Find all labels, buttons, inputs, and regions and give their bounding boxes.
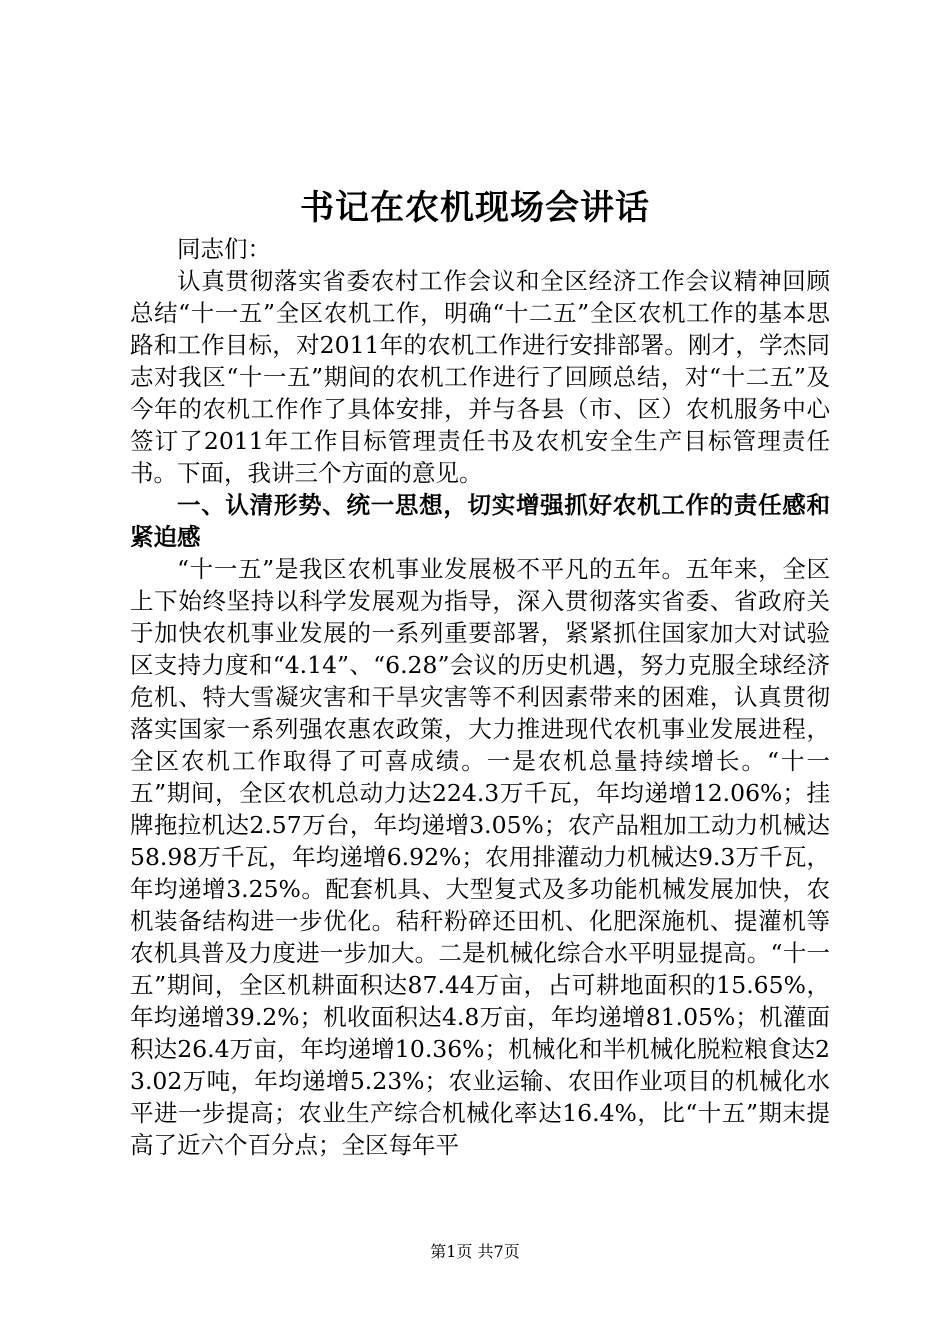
document-title: 书记在农机现场会讲话 bbox=[300, 188, 650, 228]
intro-paragraph: 认真贯彻落实省委农村工作会议和全区经济工作会议精神回顾总结“十一五”全区农机工作，明确“十二五”全区农机工作的基本思路和工作目标，对2011年的农机工作进行安排部署。刚才，学杰同志对我区“十一五”期间的农机工作进行了回顾总结，对“十二五”及今年的农机工作作了具体安排，并与各县（市、区）农机服务中心签订了2011年工作目标管理责任书及农机安全生产目标管理责任书。下面，我讲三个方面的意见。 bbox=[130, 267, 830, 487]
page-footer: 第1页 共7页 bbox=[430, 1242, 520, 1261]
document-body bbox=[130, 233, 830, 1161]
section-heading: 一、认清形势、统一思想，切实增强抓好农机工作的责任感和紧迫感 bbox=[130, 491, 830, 551]
greeting-paragraph: 同志们： bbox=[177, 235, 271, 263]
section-paragraph: “十一五”是我区农机事业发展极不平凡的五年。五年来，全区上下始终坚持以科学发展观为指导，深入贯彻落实省委、省政府关于加快农机事业发展的一系列重要部署，紧紧抓住国家加大对试验区支持力度和“4.14”、“6.28”会议的历史机遇，努力克服全球经济危机、特大雪凝灾害和干旱灾害等不利因素带来的困难，认真贯彻落实国家一系列强农惠农政策，大力推进现代农机事业发展进程，全区农机工作取得了可喜成绩。一是农机总量持续增长。“十一五”期间，全区农机总动力达224.3万千瓦，年均递增12.06%；挂牌拖拉机达2.57万台，年均递增3.05%；农产品粗加工动力机械达58.98万千瓦，年均递增6.92%；农用排灌动力机械达9.3万千瓦，年均递增3.25%。配套机具、大型复式及多功能机械发展加快，农机装备结构进一步优化。秸秆粉碎还田机、化肥深施机、提灌机等农机具普及力度进一步加大。二是机械化综合水平明显提高。“十一五”期间，全区机耕面积达87.44万亩，占可耕地面积的15.65%，年均递增39.2%；机收面积达4.8万亩，年均递增81.05%；机灌面积达26.4万亩，年均递增10.36%；机械化和半机械化脱粒粮食达23.02万吨，年均递增5.23%；农业运输、农田作业项目的机械化水平进一步提高；农业生产综合机械化率达16.4%，比“十五”期末提高了近六个百分点；全区每年平 bbox=[130, 555, 830, 1159]
